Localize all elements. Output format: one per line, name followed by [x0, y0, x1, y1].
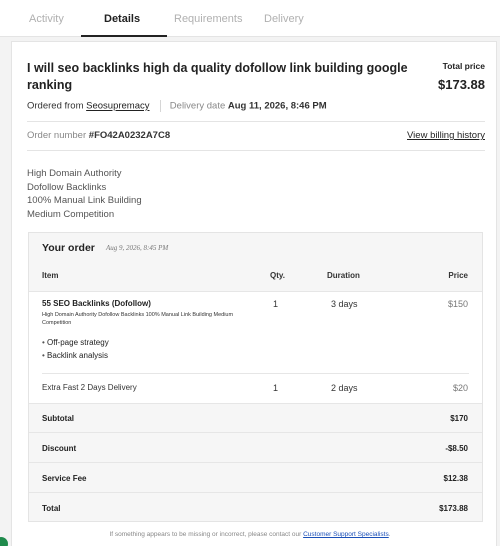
delivery-date-label: Delivery date: [169, 100, 226, 112]
feature-item: Medium Competition: [27, 208, 115, 220]
line-item-qty: 1: [273, 299, 279, 309]
summary-row-discount: [29, 433, 482, 462]
line-item-duration: 2 days: [331, 383, 358, 393]
total-price-value: $173.88: [438, 77, 485, 92]
row-divider: [29, 462, 482, 463]
line-item-price: $20: [452, 383, 468, 393]
active-tab-indicator: [81, 35, 167, 37]
column-header-price: Price: [448, 271, 468, 280]
service-fee-label: Service Fee: [42, 474, 87, 483]
customer-support-link[interactable]: Customer Support Specialists: [303, 531, 389, 538]
line-item-name: Extra Fast 2 Days Delivery: [42, 383, 137, 392]
view-billing-history-link[interactable]: View billing history: [407, 130, 485, 141]
order-number-label: Order number: [27, 130, 87, 141]
row-divider: [29, 492, 482, 493]
order-number: [27, 130, 170, 141]
line-item-duration: 3 days: [331, 299, 358, 309]
line-item-price: $150: [447, 299, 468, 309]
your-order-header: [29, 233, 482, 261]
row-divider: [42, 373, 469, 374]
total-label: Total: [42, 504, 61, 513]
footer-text: If something appears to be missing or incorrect, please contact our: [109, 531, 302, 538]
feature-item: High Domain Authority: [27, 168, 122, 179]
line-item-extras: [42, 337, 109, 362]
table-header-row: [29, 261, 482, 291]
tab-delivery[interactable]: Delivery: [264, 13, 304, 25]
seller-link[interactable]: Seosupremacy: [86, 100, 150, 112]
summary-row-subtotal: [29, 403, 482, 432]
ordered-from-label: Ordered from: [27, 100, 84, 112]
column-header-duration: Duration: [327, 271, 360, 280]
discount-label: Discount: [42, 444, 77, 453]
subtotal-value: $170: [450, 414, 468, 423]
subtotal-label: Subtotal: [42, 414, 74, 423]
gig-title: I will seo backlinks high da quality dofollow link building google ranking: [27, 61, 408, 92]
summary-row-total: [29, 493, 482, 521]
order-tabs: [0, 0, 500, 37]
tab-activity[interactable]: Activity: [29, 13, 64, 25]
divider: [27, 150, 485, 151]
meta-separator: [160, 100, 161, 112]
tab-details[interactable]: Details: [104, 13, 141, 25]
support-footer: [0, 531, 500, 538]
order-number-value: #FO42A0232A7C8: [88, 130, 171, 141]
row-divider: [29, 432, 482, 433]
row-divider: [29, 291, 482, 292]
service-fee-value: $12.38: [443, 474, 468, 483]
your-order-date: Aug 9, 2026, 8:45 PM: [106, 244, 169, 252]
chat-bubble-icon[interactable]: [0, 537, 8, 546]
delivery-date-value: Aug 11, 2026, 8:46 PM: [227, 100, 327, 112]
column-header-item: Item: [42, 271, 59, 280]
line-item-description: High Domain Authority Dofollow Backlinks 100% Manual Link Building Medium Competition: [42, 312, 234, 326]
feature-item: Dofollow Backlinks: [27, 181, 107, 193]
total-value: $173.88: [439, 504, 468, 513]
your-order-heading: Your order: [42, 242, 95, 254]
footer-period: .: [388, 531, 391, 538]
order-meta: [27, 100, 327, 112]
summary-row-service-fee: [29, 463, 482, 492]
total-price-label: Total price: [442, 61, 485, 71]
gig-features: [27, 167, 142, 221]
feature-item: 100% Manual Link Building: [27, 195, 142, 206]
divider: [27, 121, 485, 122]
line-item-qty: 1: [273, 383, 279, 393]
column-header-qty: Qty.: [270, 271, 285, 280]
your-order-box: [28, 232, 483, 522]
list-item: • Off-page strategy: [42, 337, 109, 350]
tab-requirements[interactable]: Requirements: [174, 13, 243, 25]
line-item-name: 55 SEO Backlinks (Dofollow): [42, 299, 151, 308]
row-divider: [29, 403, 482, 404]
list-item: • Backlink analysis: [42, 350, 109, 363]
discount-value: -$8.50: [445, 444, 468, 453]
